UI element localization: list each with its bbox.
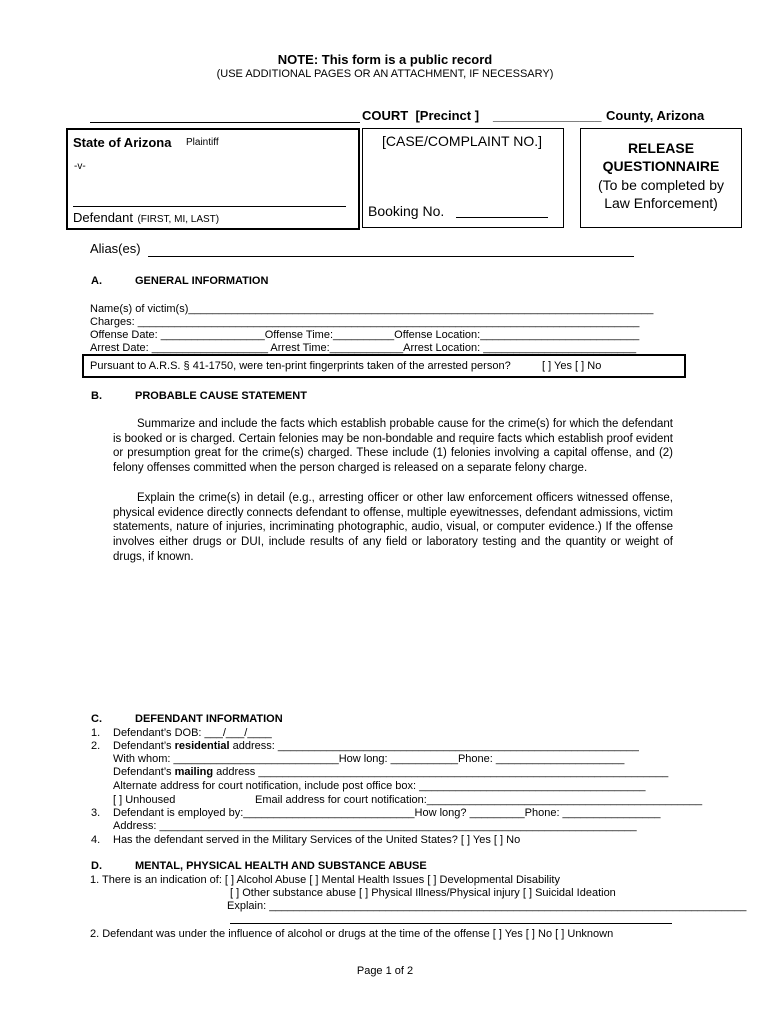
email-field[interactable]: Email address for court notification:_____________________________________________ (255, 794, 703, 806)
item-number: 3. (91, 807, 101, 819)
county-blank[interactable]: _______________ (493, 108, 602, 123)
defendant-label: Defendant (FIRST, MI, LAST) (73, 210, 220, 225)
state-of-arizona: State of Arizona (73, 135, 172, 150)
with-whom-field[interactable]: With whom: ___________________________How long: ___________Phone: _____________________ (113, 753, 625, 765)
booking-label: Booking No. (368, 203, 445, 219)
form-title-questionnaire: QUESTIONNAIRE (602, 158, 720, 174)
section-b-letter: B. (91, 390, 102, 402)
military-service-field[interactable]: Has the defendant served in the Military Services of the United States? [ ] Yes [ ] No (113, 834, 521, 846)
indication-checkboxes-1[interactable]: 1. There is an indication of: [ ] Alcohol Abuse [ ] Mental Health Issues [ ] Developmental Disability (90, 874, 560, 886)
indication-checkboxes-2[interactable]: [ ] Other substance abuse [ ] Physical Illness/Physical injury [ ] Suicidal Ideation (230, 887, 616, 899)
employer-field[interactable]: Defendant is employed by:____________________________How long? _________Phone: ________________ (113, 807, 661, 819)
explain-continuation-blank[interactable] (230, 923, 672, 924)
section-a-title: GENERAL INFORMATION (135, 275, 269, 287)
form-title-release: RELEASE (627, 140, 695, 156)
explain-field[interactable]: Explain: ______________________________________________________________________________ (227, 900, 747, 912)
mailing-address-field[interactable]: Defendant’s mailing address ___________________________________________________________________ (113, 766, 669, 778)
alias-label: Alias(es) (90, 241, 141, 256)
dob-field[interactable]: Defendant’s DOB: ___/___/____ (113, 727, 272, 739)
alias-blank[interactable] (148, 256, 634, 257)
probable-cause-instructions-2: Explain the crime(s) in detail (e.g., arresting officer or other law enforcement officers witnessed offense, physical evidence directly connects defendant to offense, multiple eyewitnesses, defendant admissions, victim statements, nature of injuries, incriminating photographic, audio, visual, or computer evidence.) If the offense involves either drugs or DUI, include results of any field or laboratory testing and the quantity or weight of drugs, if known. (113, 492, 673, 563)
item-number: 4. (91, 834, 101, 846)
probable-cause-statement-area[interactable] (113, 570, 673, 700)
alternate-address-field[interactable]: Alternate address for court notification, include post office box: _____________________________________ (113, 780, 646, 792)
probable-cause-instructions-1: Summarize and include the facts which establish probable cause for the crime(s) for which the defendant is booked or is charged. Certain felonies may be non-bondable and require facts which establish proof evident or presumption great for the crime(s) charged. These include (1) felonies involving a capital offense, and (2) felony offenses committed when the person charged is released on a separate felony charge. (113, 418, 673, 475)
fingerprints-options[interactable]: [ ] Yes [ ] No (542, 360, 602, 372)
residential-address-field[interactable]: Defendant’s residential address: ___________________________________________________________ (113, 740, 639, 752)
section-c-letter: C. (91, 713, 102, 725)
county-label: County, Arizona (606, 108, 705, 123)
section-a-letter: A. (91, 275, 102, 287)
court-name-blank[interactable] (90, 122, 360, 123)
form-note: NOTE: This form is a public record (277, 52, 493, 67)
item-number: 1. (91, 727, 101, 739)
defendant-name-blank[interactable] (73, 206, 346, 207)
section-b-title: PROBABLE CAUSE STATEMENT (135, 390, 307, 402)
form-title-instruction-1: (To be completed by (597, 177, 725, 193)
booking-number-blank[interactable] (456, 217, 548, 218)
offense-details-field[interactable]: Offense Date: _________________Offense Time:__________Offense Location:__________________________ (90, 329, 640, 341)
influence-question[interactable]: 2. Defendant was under the influence of alcohol or drugs at the time of the offense [ ] Yes [ ] No [ ] Unknown (90, 928, 614, 940)
section-c-title: DEFENDANT INFORMATION (135, 713, 283, 725)
employer-address-field[interactable]: Address: ______________________________________________________________________________ (113, 820, 637, 832)
charges-field[interactable]: Charges: __________________________________________________________________________________ (90, 316, 640, 328)
form-title-instruction-2: Law Enforcement) (604, 195, 718, 211)
victims-field[interactable]: Name(s) of victim(s)____________________________________________________________________________ (90, 303, 654, 315)
fingerprints-question: Pursuant to A.R.S. § 41-1750, were ten-print fingerprints taken of the arrested person? (90, 360, 511, 372)
page-number: Page 1 of 2 (356, 965, 414, 977)
plaintiff-label: Plaintiff (186, 137, 219, 148)
section-d-letter: D. (91, 860, 102, 872)
form-subnote: (USE ADDITIONAL PAGES OR AN ATTACHMENT, IF NECESSARY) (216, 68, 554, 80)
item-number: 2. (91, 740, 101, 752)
versus-label: -v- (74, 161, 86, 172)
unhoused-checkbox[interactable]: [ ] Unhoused (113, 794, 176, 806)
case-complaint-number[interactable]: [CASE/COMPLAINT NO.] (382, 133, 542, 149)
court-label: COURT [Precinct ] (362, 108, 480, 123)
section-d-title: MENTAL, PHYSICAL HEALTH AND SUBSTANCE ABUSE (135, 860, 427, 872)
arrest-details-field[interactable]: Arrest Date: ___________________ Arrest Time:____________Arrest Location: _________________________ (90, 342, 637, 354)
